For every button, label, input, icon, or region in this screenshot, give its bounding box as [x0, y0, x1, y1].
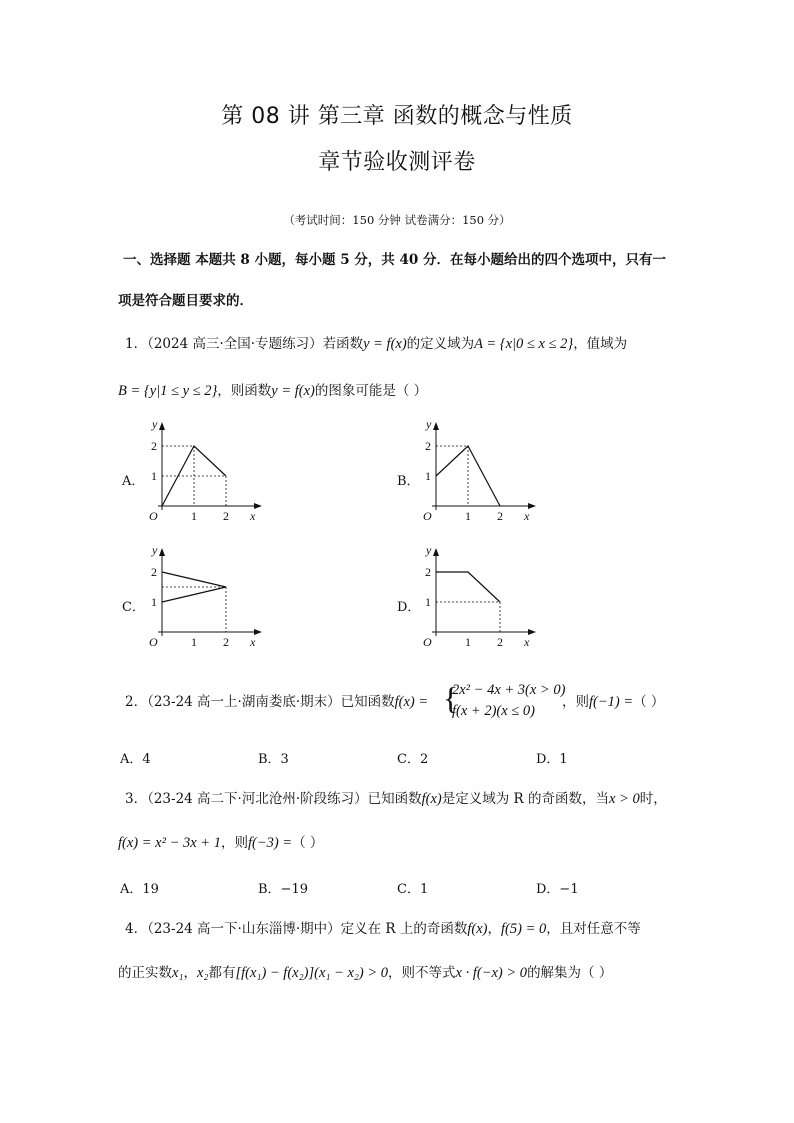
q3-prefix: 3．（23-24 高二下·河北沧州·阶段练习）已知函数	[125, 791, 422, 807]
q1-domain: A = {x|0 ≤ x ≤ 2}	[474, 336, 574, 352]
q4-x2: x₂	[196, 965, 209, 981]
y-tick-label: 1	[151, 595, 157, 609]
question-1-line2	[118, 382, 427, 400]
q3-option-b: B．−19	[258, 882, 308, 897]
q1-range-label: ，值域为	[573, 336, 628, 352]
q2-ask: f(−1) =	[589, 694, 634, 710]
y-axis-arrow	[159, 548, 165, 556]
q3-cond: x > 0	[609, 791, 640, 807]
x-tick-label: 2	[223, 509, 229, 523]
q4-line2-prefix: 的正实数	[118, 965, 172, 981]
y-axis-arrow	[433, 422, 439, 430]
q2-option-a: A．4	[120, 752, 151, 767]
y-axis-arrow	[159, 422, 165, 430]
q3-option-a: A．19	[120, 882, 159, 897]
q3-mid2: ，则	[220, 835, 248, 851]
function-curve	[436, 572, 500, 602]
q1-option-d-label: D．	[397, 600, 421, 615]
question-3-line2	[118, 834, 323, 852]
y-axis-label: y	[426, 418, 432, 431]
origin-label: O	[423, 635, 432, 649]
q4-sep: ，	[487, 921, 502, 937]
q1-mid2: ，则函数	[217, 383, 272, 399]
origin-label: O	[149, 509, 158, 523]
origin-label: O	[149, 635, 158, 649]
q4-line2-suffix: 的解集为（ ）	[527, 965, 613, 981]
q2-brace: {	[443, 680, 459, 716]
q2-prefix: 2．（23-24 高一上·湖南娄底·期末）已知函数	[125, 694, 395, 710]
q2-option-c: C．2	[397, 752, 429, 767]
q4-mid2: ，则不等式	[388, 965, 456, 981]
q3-mid: 是定义域为 R 的奇函数，当	[441, 791, 610, 807]
y-tick-label: 2	[425, 565, 431, 579]
exam-info: （考试时间：150 分钟 试卷满分：150 分）	[283, 213, 511, 227]
question-2	[125, 693, 428, 711]
q3-function: f(x)	[421, 791, 442, 807]
q1-suffix: 的图象可能是（ ）	[314, 383, 428, 399]
q3-suffix: 时，	[639, 791, 667, 807]
q2-suffix: ，则	[562, 694, 589, 710]
q4-inequality: [f(x₁) − f(x₂)](x₁ − x₂) > 0	[235, 965, 389, 981]
q3-blank: （ ）	[292, 835, 324, 851]
x-tick-label: 2	[497, 635, 503, 649]
section-heading-cont: 项是符合题目要求的．	[118, 293, 253, 309]
y-tick-label: 1	[425, 469, 431, 483]
question-4-line2	[118, 964, 612, 982]
q1-graph-a	[140, 418, 270, 528]
q2-piecewise	[452, 679, 565, 721]
q2-case2: f(x + 2)(x ≤ 0)	[452, 703, 535, 719]
q4-function: f(x)	[467, 921, 488, 937]
x-tick-label: 1	[465, 509, 471, 523]
q1-range: B = {y|1 ≤ y ≤ 2}	[118, 383, 218, 399]
y-tick-label: 1	[425, 595, 431, 609]
x-axis-label: x	[524, 509, 530, 523]
q4-x1: x₁	[172, 965, 184, 981]
q1-graph-c	[140, 544, 270, 654]
x-axis-label: x	[250, 635, 256, 649]
y-axis-label: y	[152, 418, 158, 431]
y-axis-label: y	[426, 544, 432, 557]
question-3-line1	[125, 790, 667, 808]
q4-prefix: 4．（23-24 高一下·山东淄博·期中）定义在 R 上的奇函数	[125, 921, 468, 937]
y-tick-label: 2	[425, 439, 431, 453]
q4-sep2: ，	[183, 965, 197, 981]
q2-option-d: D．1	[536, 752, 568, 767]
q1-option-b-label: B．	[397, 474, 420, 489]
q4-mid: 都有	[208, 965, 236, 981]
q4-inequality-2: x · f(−x) > 0	[455, 965, 528, 981]
page-subtitle: 章节验收测评卷	[318, 150, 476, 175]
section-heading: 一、选择题 本题共 8 小题，每小题 5 分，共 40 分．在每小题给出的四个选项中，只有一	[123, 252, 666, 268]
q1-option-a-label: A．	[122, 474, 145, 489]
q1-function-2: y = f(x)	[271, 383, 315, 399]
x-tick-label: 1	[465, 635, 471, 649]
q3-ask: f(−3) =	[247, 835, 293, 851]
page-title: 第 08 讲 第三章 函数的概念与性质	[221, 104, 573, 129]
q3-option-d: D．−1	[536, 882, 579, 897]
q1-mid: 的定义域为	[406, 336, 475, 352]
y-tick-label: 2	[151, 565, 157, 579]
q2-option-b: B．3	[258, 752, 289, 767]
q2-ask-line	[562, 693, 664, 711]
q1-graph-b	[414, 418, 544, 528]
q1-option-c-label: C．	[122, 600, 145, 615]
q4-f5: f(5) = 0	[501, 921, 547, 937]
q2-blank: （ ）	[633, 694, 665, 710]
x-axis-label: x	[524, 635, 530, 649]
q4-suffix: ，且对任意不等	[546, 921, 641, 937]
y-axis-label: y	[152, 544, 158, 557]
q3-equation: f(x) = x² − 3x + 1	[118, 835, 221, 851]
y-axis-arrow	[433, 548, 439, 556]
x-axis-label: x	[250, 509, 256, 523]
q2-function: f(x) =	[394, 694, 429, 710]
q1-prefix: 1．（2024 高三·全国·专题练习）若函数	[125, 336, 364, 352]
q3-option-c: C．1	[397, 882, 429, 897]
x-tick-label: 2	[223, 635, 229, 649]
y-tick-label: 2	[151, 439, 157, 453]
x-tick-label: 2	[497, 509, 503, 523]
question-1-line1	[125, 335, 627, 353]
x-tick-label: 1	[191, 509, 197, 523]
q1-function: y = f(x)	[363, 336, 407, 352]
y-tick-label: 1	[151, 469, 157, 483]
q2-case1: 2x² − 4x + 3(x > 0)	[452, 682, 566, 698]
x-tick-label: 1	[191, 635, 197, 649]
origin-label: O	[423, 509, 432, 523]
question-4-line1	[125, 920, 641, 938]
q1-graph-d	[414, 544, 544, 654]
